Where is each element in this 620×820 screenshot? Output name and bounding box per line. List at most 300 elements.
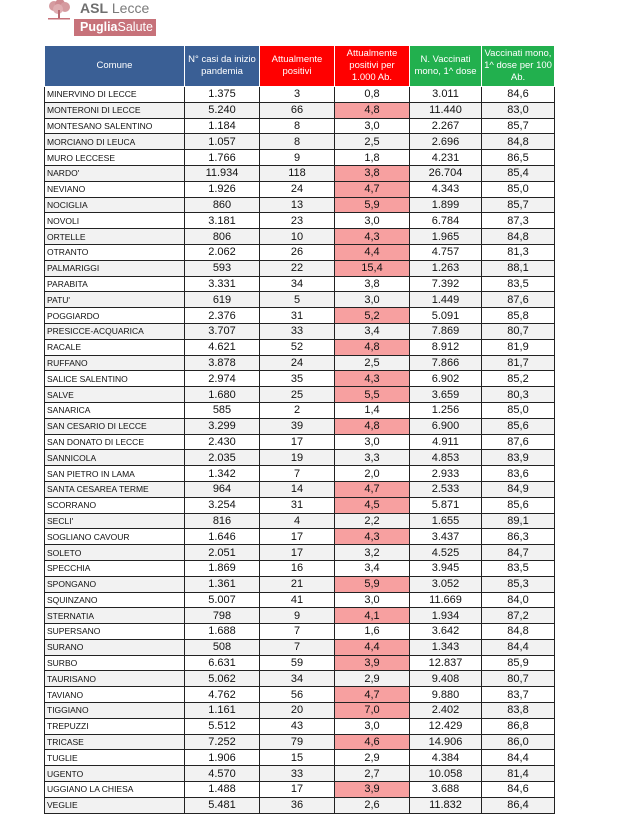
cell-vaccinati-per-100: 86,5 — [482, 150, 555, 166]
cell-positivi-per-1000: 4,8 — [335, 339, 410, 355]
cell-positivi-per-1000: 4,7 — [335, 181, 410, 197]
cell-positivi-per-1000: 5,2 — [335, 308, 410, 324]
cell-casi: 3.254 — [185, 497, 260, 513]
cell-comune: MONTERONI DI LECCE — [45, 102, 185, 118]
cell-vaccinati-per-100: 86,8 — [482, 718, 555, 734]
cell-vaccinati: 1.263 — [410, 260, 482, 276]
cell-positivi-per-1000: 4,8 — [335, 102, 410, 118]
cell-comune: TIGGIANO — [45, 703, 185, 719]
cell-positivi: 34 — [260, 671, 335, 687]
table-row — [45, 371, 555, 387]
cell-positivi-per-1000: 15,4 — [335, 260, 410, 276]
cell-positivi-per-1000: 1,6 — [335, 624, 410, 640]
cell-vaccinati-per-100: 85,0 — [482, 402, 555, 418]
cell-positivi-per-1000: 3,2 — [335, 545, 410, 561]
cell-vaccinati-per-100: 83,0 — [482, 102, 555, 118]
cell-vaccinati-per-100: 85,7 — [482, 197, 555, 213]
cell-positivi-per-1000: 4,7 — [335, 687, 410, 703]
cell-comune: NOCIGLIA — [45, 197, 185, 213]
table-row — [45, 592, 555, 608]
cell-positivi: 41 — [260, 592, 335, 608]
table-row — [45, 513, 555, 529]
table-row — [45, 497, 555, 513]
cell-vaccinati: 3.437 — [410, 529, 482, 545]
table-row — [45, 276, 555, 292]
cell-vaccinati-per-100: 80,7 — [482, 323, 555, 339]
cell-positivi: 25 — [260, 387, 335, 403]
cell-comune: OTRANTO — [45, 244, 185, 260]
comuni-data-table — [44, 45, 555, 814]
cell-vaccinati-per-100: 81,7 — [482, 355, 555, 371]
table-row — [45, 339, 555, 355]
cell-positivi: 15 — [260, 750, 335, 766]
cell-vaccinati-per-100: 86,0 — [482, 734, 555, 750]
cell-positivi: 33 — [260, 323, 335, 339]
header-comune: Comune — [45, 46, 185, 87]
cell-positivi: 43 — [260, 718, 335, 734]
cell-casi: 806 — [185, 229, 260, 245]
cell-comune: SANNICOLA — [45, 450, 185, 466]
cell-comune: SOGLIANO CAVOUR — [45, 529, 185, 545]
table-row — [45, 734, 555, 750]
table-row — [45, 560, 555, 576]
cell-positivi-per-1000: 2,7 — [335, 766, 410, 782]
cell-comune: SECLI' — [45, 513, 185, 529]
cell-positivi: 20 — [260, 703, 335, 719]
cell-positivi-per-1000: 4,4 — [335, 244, 410, 260]
cell-positivi: 3 — [260, 87, 335, 103]
table-row — [45, 703, 555, 719]
cell-vaccinati: 3.659 — [410, 387, 482, 403]
table-row — [45, 402, 555, 418]
cell-comune: TUGLIE — [45, 750, 185, 766]
cell-positivi: 31 — [260, 497, 335, 513]
cell-vaccinati: 3.945 — [410, 560, 482, 576]
cell-positivi: 36 — [260, 797, 335, 813]
cell-casi: 798 — [185, 608, 260, 624]
cell-positivi-per-1000: 4,1 — [335, 608, 410, 624]
cell-comune: MINERVINO DI LECCE — [45, 87, 185, 103]
cell-vaccinati-per-100: 84,8 — [482, 134, 555, 150]
cell-positivi: 66 — [260, 102, 335, 118]
cell-positivi: 9 — [260, 150, 335, 166]
cell-vaccinati: 3.052 — [410, 576, 482, 592]
cell-positivi-per-1000: 4,6 — [335, 734, 410, 750]
cell-vaccinati-per-100: 86,3 — [482, 529, 555, 545]
cell-comune: ORTELLE — [45, 229, 185, 245]
table-body — [45, 87, 555, 814]
cell-casi: 816 — [185, 513, 260, 529]
cell-positivi-per-1000: 5,9 — [335, 576, 410, 592]
cell-positivi-per-1000: 4,3 — [335, 371, 410, 387]
cell-comune: SURANO — [45, 639, 185, 655]
cell-positivi: 31 — [260, 308, 335, 324]
cell-vaccinati-per-100: 84,0 — [482, 592, 555, 608]
table-row — [45, 687, 555, 703]
cell-positivi: 24 — [260, 355, 335, 371]
cell-positivi: 4 — [260, 513, 335, 529]
cell-vaccinati-per-100: 88,1 — [482, 260, 555, 276]
cell-vaccinati: 2.267 — [410, 118, 482, 134]
cell-casi: 2.035 — [185, 450, 260, 466]
cell-vaccinati-per-100: 84,8 — [482, 624, 555, 640]
cell-vaccinati: 9.408 — [410, 671, 482, 687]
cell-comune: SANTA CESAREA TERME — [45, 481, 185, 497]
puglia-salute-band — [74, 19, 156, 36]
cell-positivi-per-1000: 2,0 — [335, 466, 410, 482]
cell-comune: RUFFANO — [45, 355, 185, 371]
table-row — [45, 197, 555, 213]
header-casi: N° casi da inizio pandemia — [185, 46, 260, 87]
cell-positivi: 17 — [260, 529, 335, 545]
table-row — [45, 450, 555, 466]
table-row — [45, 102, 555, 118]
cell-positivi-per-1000: 0,8 — [335, 87, 410, 103]
cell-positivi: 13 — [260, 197, 335, 213]
cell-comune: SURBO — [45, 655, 185, 671]
table-row — [45, 466, 555, 482]
cell-vaccinati: 2.696 — [410, 134, 482, 150]
cell-casi: 2.376 — [185, 308, 260, 324]
cell-comune: PATU' — [45, 292, 185, 308]
header-vaccinati-per-100: Vaccinati mono, 1^ dose per 100 Ab. — [482, 46, 555, 87]
cell-positivi: 10 — [260, 229, 335, 245]
asl-lecce-text — [80, 0, 149, 16]
table-row — [45, 434, 555, 450]
cell-vaccinati-per-100: 87,6 — [482, 292, 555, 308]
cell-vaccinati-per-100: 84,9 — [482, 481, 555, 497]
cell-casi: 1.688 — [185, 624, 260, 640]
cell-positivi-per-1000: 2,6 — [335, 797, 410, 813]
cell-casi: 3.878 — [185, 355, 260, 371]
cell-vaccinati: 7.392 — [410, 276, 482, 292]
cell-positivi-per-1000: 5,5 — [335, 387, 410, 403]
header-vaccinati: N. Vaccinati mono, 1^ dose — [410, 46, 482, 87]
cell-vaccinati-per-100: 85,6 — [482, 497, 555, 513]
cell-comune: SOLETO — [45, 545, 185, 561]
cell-positivi-per-1000: 4,5 — [335, 497, 410, 513]
cell-positivi-per-1000: 2,9 — [335, 750, 410, 766]
cell-casi: 585 — [185, 402, 260, 418]
cell-vaccinati: 3.642 — [410, 624, 482, 640]
table-row — [45, 323, 555, 339]
cell-vaccinati-per-100: 83,9 — [482, 450, 555, 466]
cell-vaccinati-per-100: 85,2 — [482, 371, 555, 387]
cell-positivi-per-1000: 3,0 — [335, 292, 410, 308]
cell-comune: NARDO' — [45, 165, 185, 181]
cell-positivi: 24 — [260, 181, 335, 197]
cell-casi: 1.646 — [185, 529, 260, 545]
cell-casi: 5.512 — [185, 718, 260, 734]
cell-positivi-per-1000: 3,4 — [335, 323, 410, 339]
cell-positivi: 8 — [260, 118, 335, 134]
cell-casi: 593 — [185, 260, 260, 276]
cell-vaccinati: 1.343 — [410, 639, 482, 655]
cell-casi: 3.331 — [185, 276, 260, 292]
cell-vaccinati-per-100: 85,3 — [482, 576, 555, 592]
cell-vaccinati: 26.704 — [410, 165, 482, 181]
cell-vaccinati-per-100: 84,8 — [482, 229, 555, 245]
cell-positivi-per-1000: 3,0 — [335, 592, 410, 608]
cell-vaccinati-per-100: 85,0 — [482, 181, 555, 197]
cell-vaccinati-per-100: 85,7 — [482, 118, 555, 134]
cell-vaccinati: 4.757 — [410, 244, 482, 260]
cell-vaccinati: 12.837 — [410, 655, 482, 671]
cell-vaccinati-per-100: 81,9 — [482, 339, 555, 355]
table-row — [45, 244, 555, 260]
cell-vaccinati: 4.853 — [410, 450, 482, 466]
table-row — [45, 639, 555, 655]
cell-positivi: 34 — [260, 276, 335, 292]
cell-vaccinati: 10.058 — [410, 766, 482, 782]
cell-comune: MURO LECCESE — [45, 150, 185, 166]
header-positivi: Attualmente positivi — [260, 46, 335, 87]
cell-positivi-per-1000: 4,3 — [335, 529, 410, 545]
cell-casi: 619 — [185, 292, 260, 308]
cell-comune: SAN PIETRO IN LAMA — [45, 466, 185, 482]
cell-positivi: 59 — [260, 655, 335, 671]
table-row — [45, 165, 555, 181]
cell-positivi-per-1000: 2,9 — [335, 671, 410, 687]
cell-vaccinati: 5.871 — [410, 497, 482, 513]
cell-comune: TAURISANO — [45, 671, 185, 687]
cell-casi: 2.430 — [185, 434, 260, 450]
cell-positivi: 52 — [260, 339, 335, 355]
cell-vaccinati: 2.933 — [410, 466, 482, 482]
cell-casi: 1.766 — [185, 150, 260, 166]
cell-positivi-per-1000: 3,0 — [335, 213, 410, 229]
cell-vaccinati-per-100: 80,7 — [482, 671, 555, 687]
table-row — [45, 576, 555, 592]
table-row — [45, 750, 555, 766]
table-header-row — [45, 46, 555, 87]
cell-positivi: 56 — [260, 687, 335, 703]
cell-comune: PALMARIGGI — [45, 260, 185, 276]
cell-positivi-per-1000: 2,2 — [335, 513, 410, 529]
cell-vaccinati-per-100: 84,6 — [482, 87, 555, 103]
cell-comune: UGGIANO LA CHIESA — [45, 782, 185, 798]
cell-comune: SQUINZANO — [45, 592, 185, 608]
cell-vaccinati: 1.899 — [410, 197, 482, 213]
cell-casi: 5.240 — [185, 102, 260, 118]
cell-comune: SCORRANO — [45, 497, 185, 513]
cell-vaccinati: 4.525 — [410, 545, 482, 561]
cell-positivi: 7 — [260, 624, 335, 640]
cell-comune: SPECCHIA — [45, 560, 185, 576]
cell-positivi: 7 — [260, 639, 335, 655]
table-row — [45, 671, 555, 687]
cell-vaccinati: 1.965 — [410, 229, 482, 245]
cell-casi: 1.375 — [185, 87, 260, 103]
cell-positivi-per-1000: 2,5 — [335, 355, 410, 371]
cell-positivi-per-1000: 1,4 — [335, 402, 410, 418]
cell-positivi: 5 — [260, 292, 335, 308]
cell-vaccinati-per-100: 84,4 — [482, 750, 555, 766]
cell-casi: 2.051 — [185, 545, 260, 561]
cell-vaccinati-per-100: 83,6 — [482, 466, 555, 482]
cell-vaccinati-per-100: 83,5 — [482, 276, 555, 292]
table-row — [45, 608, 555, 624]
cell-vaccinati: 1.655 — [410, 513, 482, 529]
cell-comune: MORCIANO DI LEUCA — [45, 134, 185, 150]
cell-casi: 11.934 — [185, 165, 260, 181]
table-row — [45, 545, 555, 561]
table-row — [45, 134, 555, 150]
cell-vaccinati: 1.449 — [410, 292, 482, 308]
cell-vaccinati: 6.900 — [410, 418, 482, 434]
table-row — [45, 655, 555, 671]
cell-vaccinati-per-100: 83,7 — [482, 687, 555, 703]
cell-positivi: 22 — [260, 260, 335, 276]
cell-vaccinati-per-100: 87,6 — [482, 434, 555, 450]
cell-vaccinati: 14.906 — [410, 734, 482, 750]
cell-positivi: 39 — [260, 418, 335, 434]
cell-casi: 5.481 — [185, 797, 260, 813]
cell-comune: SALVE — [45, 387, 185, 403]
cell-positivi-per-1000: 3,3 — [335, 450, 410, 466]
cell-comune: TAVIANO — [45, 687, 185, 703]
cell-vaccinati: 2.402 — [410, 703, 482, 719]
cell-casi: 7.252 — [185, 734, 260, 750]
cell-positivi: 118 — [260, 165, 335, 181]
cell-casi: 3.299 — [185, 418, 260, 434]
cell-casi: 1.869 — [185, 560, 260, 576]
cell-positivi: 26 — [260, 244, 335, 260]
cell-casi: 3.707 — [185, 323, 260, 339]
cell-comune: TREPUZZI — [45, 718, 185, 734]
table-row — [45, 529, 555, 545]
cell-comune: SAN DONATO DI LECCE — [45, 434, 185, 450]
cell-vaccinati-per-100: 81,4 — [482, 766, 555, 782]
table-row — [45, 181, 555, 197]
cell-casi: 5.007 — [185, 592, 260, 608]
cell-comune: STERNATIA — [45, 608, 185, 624]
cell-positivi: 14 — [260, 481, 335, 497]
cell-vaccinati: 4.231 — [410, 150, 482, 166]
cell-positivi-per-1000: 3,8 — [335, 165, 410, 181]
cell-vaccinati: 6.784 — [410, 213, 482, 229]
cell-positivi: 23 — [260, 213, 335, 229]
cell-vaccinati-per-100: 86,4 — [482, 797, 555, 813]
cell-vaccinati-per-100: 87,3 — [482, 213, 555, 229]
cell-comune: SANARICA — [45, 402, 185, 418]
cell-casi: 2.974 — [185, 371, 260, 387]
cell-vaccinati: 7.869 — [410, 323, 482, 339]
cell-positivi: 16 — [260, 560, 335, 576]
cell-positivi-per-1000: 3,0 — [335, 434, 410, 450]
cell-comune: UGENTO — [45, 766, 185, 782]
cell-comune: RACALE — [45, 339, 185, 355]
table-row — [45, 766, 555, 782]
cell-positivi-per-1000: 4,8 — [335, 418, 410, 434]
cell-comune: SAN CESARIO DI LECCE — [45, 418, 185, 434]
cell-vaccinati: 11.832 — [410, 797, 482, 813]
cell-positivi: 35 — [260, 371, 335, 387]
cell-comune: NOVOLI — [45, 213, 185, 229]
cell-casi: 1.057 — [185, 134, 260, 150]
cell-positivi-per-1000: 3,0 — [335, 118, 410, 134]
tree-icon — [46, 0, 72, 20]
cell-vaccinati: 3.688 — [410, 782, 482, 798]
city-label: Lecce — [108, 0, 150, 16]
cell-comune: POGGIARDO — [45, 308, 185, 324]
cell-positivi: 19 — [260, 450, 335, 466]
table-row — [45, 150, 555, 166]
cell-vaccinati-per-100: 84,7 — [482, 545, 555, 561]
cell-comune: TRICASE — [45, 734, 185, 750]
table-row — [45, 797, 555, 813]
cell-casi: 1.906 — [185, 750, 260, 766]
cell-comune: SUPERSANO — [45, 624, 185, 640]
cell-vaccinati: 1.256 — [410, 402, 482, 418]
cell-vaccinati-per-100: 85,8 — [482, 308, 555, 324]
cell-positivi-per-1000: 3,9 — [335, 782, 410, 798]
cell-casi: 3.181 — [185, 213, 260, 229]
cell-casi: 860 — [185, 197, 260, 213]
cell-casi: 1.184 — [185, 118, 260, 134]
cell-vaccinati: 12.429 — [410, 718, 482, 734]
cell-positivi: 17 — [260, 434, 335, 450]
table-row — [45, 624, 555, 640]
cell-vaccinati: 1.934 — [410, 608, 482, 624]
cell-comune: PARABITA — [45, 276, 185, 292]
cell-positivi: 9 — [260, 608, 335, 624]
table-row — [45, 387, 555, 403]
cell-vaccinati: 5.091 — [410, 308, 482, 324]
cell-vaccinati: 8.912 — [410, 339, 482, 355]
cell-positivi-per-1000: 4,4 — [335, 639, 410, 655]
cell-comune: NEVIANO — [45, 181, 185, 197]
cell-positivi-per-1000: 3,0 — [335, 718, 410, 734]
cell-casi: 508 — [185, 639, 260, 655]
table-row — [45, 418, 555, 434]
asl-label: ASL — [80, 0, 108, 16]
cell-vaccinati-per-100: 81,3 — [482, 244, 555, 260]
cell-vaccinati-per-100: 87,2 — [482, 608, 555, 624]
cell-positivi-per-1000: 5,9 — [335, 197, 410, 213]
cell-vaccinati-per-100: 84,4 — [482, 639, 555, 655]
cell-vaccinati: 2.533 — [410, 481, 482, 497]
cell-positivi-per-1000: 3,9 — [335, 655, 410, 671]
cell-casi: 4.621 — [185, 339, 260, 355]
table-row — [45, 308, 555, 324]
table-row — [45, 355, 555, 371]
cell-positivi: 17 — [260, 545, 335, 561]
cell-vaccinati-per-100: 85,4 — [482, 165, 555, 181]
cell-casi: 1.161 — [185, 703, 260, 719]
cell-positivi: 8 — [260, 134, 335, 150]
cell-vaccinati-per-100: 84,6 — [482, 782, 555, 798]
cell-vaccinati-per-100: 83,5 — [482, 560, 555, 576]
cell-positivi: 79 — [260, 734, 335, 750]
cell-vaccinati-per-100: 85,9 — [482, 655, 555, 671]
cell-vaccinati: 11.669 — [410, 592, 482, 608]
table-row — [45, 213, 555, 229]
table-row — [45, 260, 555, 276]
cell-comune: PRESICCE-ACQUARICA — [45, 323, 185, 339]
table-row — [45, 292, 555, 308]
cell-casi: 1.926 — [185, 181, 260, 197]
cell-comune: MONTESANO SALENTINO — [45, 118, 185, 134]
cell-casi: 1.680 — [185, 387, 260, 403]
cell-vaccinati-per-100: 80,3 — [482, 387, 555, 403]
cell-vaccinati: 4.911 — [410, 434, 482, 450]
cell-vaccinati: 7.866 — [410, 355, 482, 371]
cell-vaccinati: 3.011 — [410, 87, 482, 103]
cell-casi: 6.631 — [185, 655, 260, 671]
cell-vaccinati: 11.440 — [410, 102, 482, 118]
cell-casi: 4.570 — [185, 766, 260, 782]
